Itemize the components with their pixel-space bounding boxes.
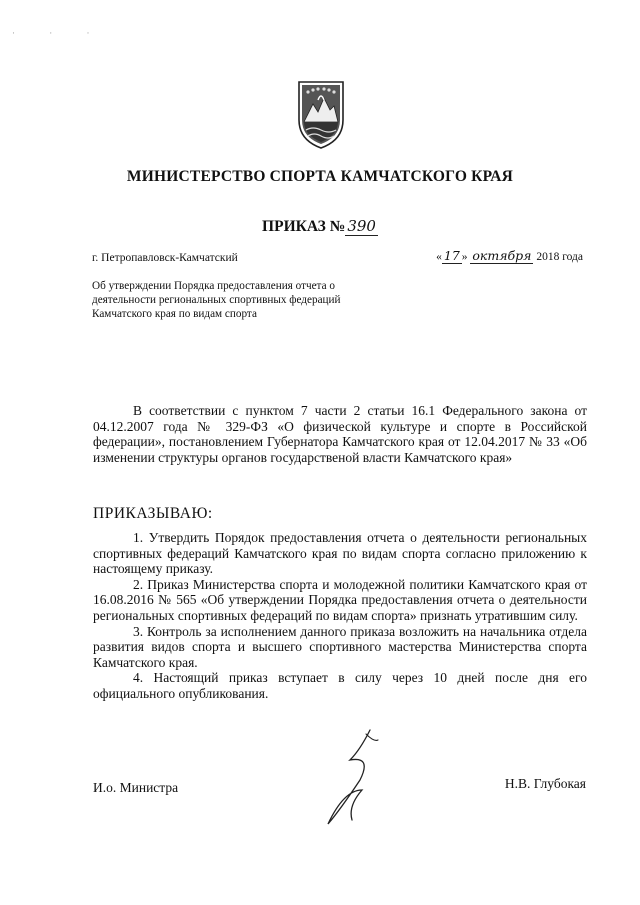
handwritten-signature: [300, 720, 400, 830]
date-year: 2018 года: [536, 251, 583, 263]
order-item: 1. Утвердить Порядок предоставления отчета о деятельности региональных спортивных федераций Камчатского края по видам спорта согласно приложению к настоящему приказу.: [93, 530, 587, 577]
order-item: 2. Приказ Министерства спорта и молодежной политики Камчатского края от 16.08.2016 № 565 «Об утверждении Порядка предоставления отчета о деятельности региональных спортивных федераций по видам спорта» признать утратившим силу.: [93, 576, 587, 623]
order-items: [93, 530, 587, 702]
order-date: [436, 248, 583, 263]
scan-artifact-dots: · · ·: [12, 28, 106, 38]
kamchatka-emblem-icon: [296, 80, 346, 150]
preamble-paragraph: В соответствии с пунктом 7 части 2 статьи 16.1 Федерального закона от 04.12.2007 года № 329-ФЗ «О физической культуре и спорте в Российской федерации», постановлением Губернатора Камчатского края от 12.04.2017 № 33 «Об изменении структуры органов государственой власти Камчатского края»: [93, 403, 587, 465]
date-quote-close: »: [461, 251, 468, 263]
directive-heading: ПРИКАЗЫВАЮ:: [93, 505, 213, 522]
city: г. Петропавловск-Камчатский: [92, 252, 238, 264]
date-month: октября: [472, 248, 532, 263]
order-item: 3. Контроль за исполнением данного приказа возложить на начальника отдела развития видов спорта и высшего спортивного мастерства Министерства спорта Камчатского края.: [93, 623, 587, 670]
date-quote-open: «: [436, 251, 442, 263]
order-item: 4. Настоящий приказ вступает в силу через 10 дней после дня его официального опубликования.: [93, 670, 587, 701]
signatory-title: И.о. Министра: [93, 780, 179, 795]
order-number: 390: [347, 217, 376, 235]
order-subject: Об утверждении Порядка предоставления отчета о деятельности региональных спортивных федераций Камчатского края по видам спорта: [92, 280, 341, 320]
order-title: [0, 217, 640, 236]
order-label: ПРИКАЗ №: [262, 218, 346, 235]
ministry-name: МИНИСТЕРСТВО СПОРТА КАМЧАТСКОГО КРАЯ: [126, 168, 514, 185]
date-day: 17: [443, 248, 460, 263]
signatory-name: Н.В. Глубокая: [504, 776, 586, 791]
